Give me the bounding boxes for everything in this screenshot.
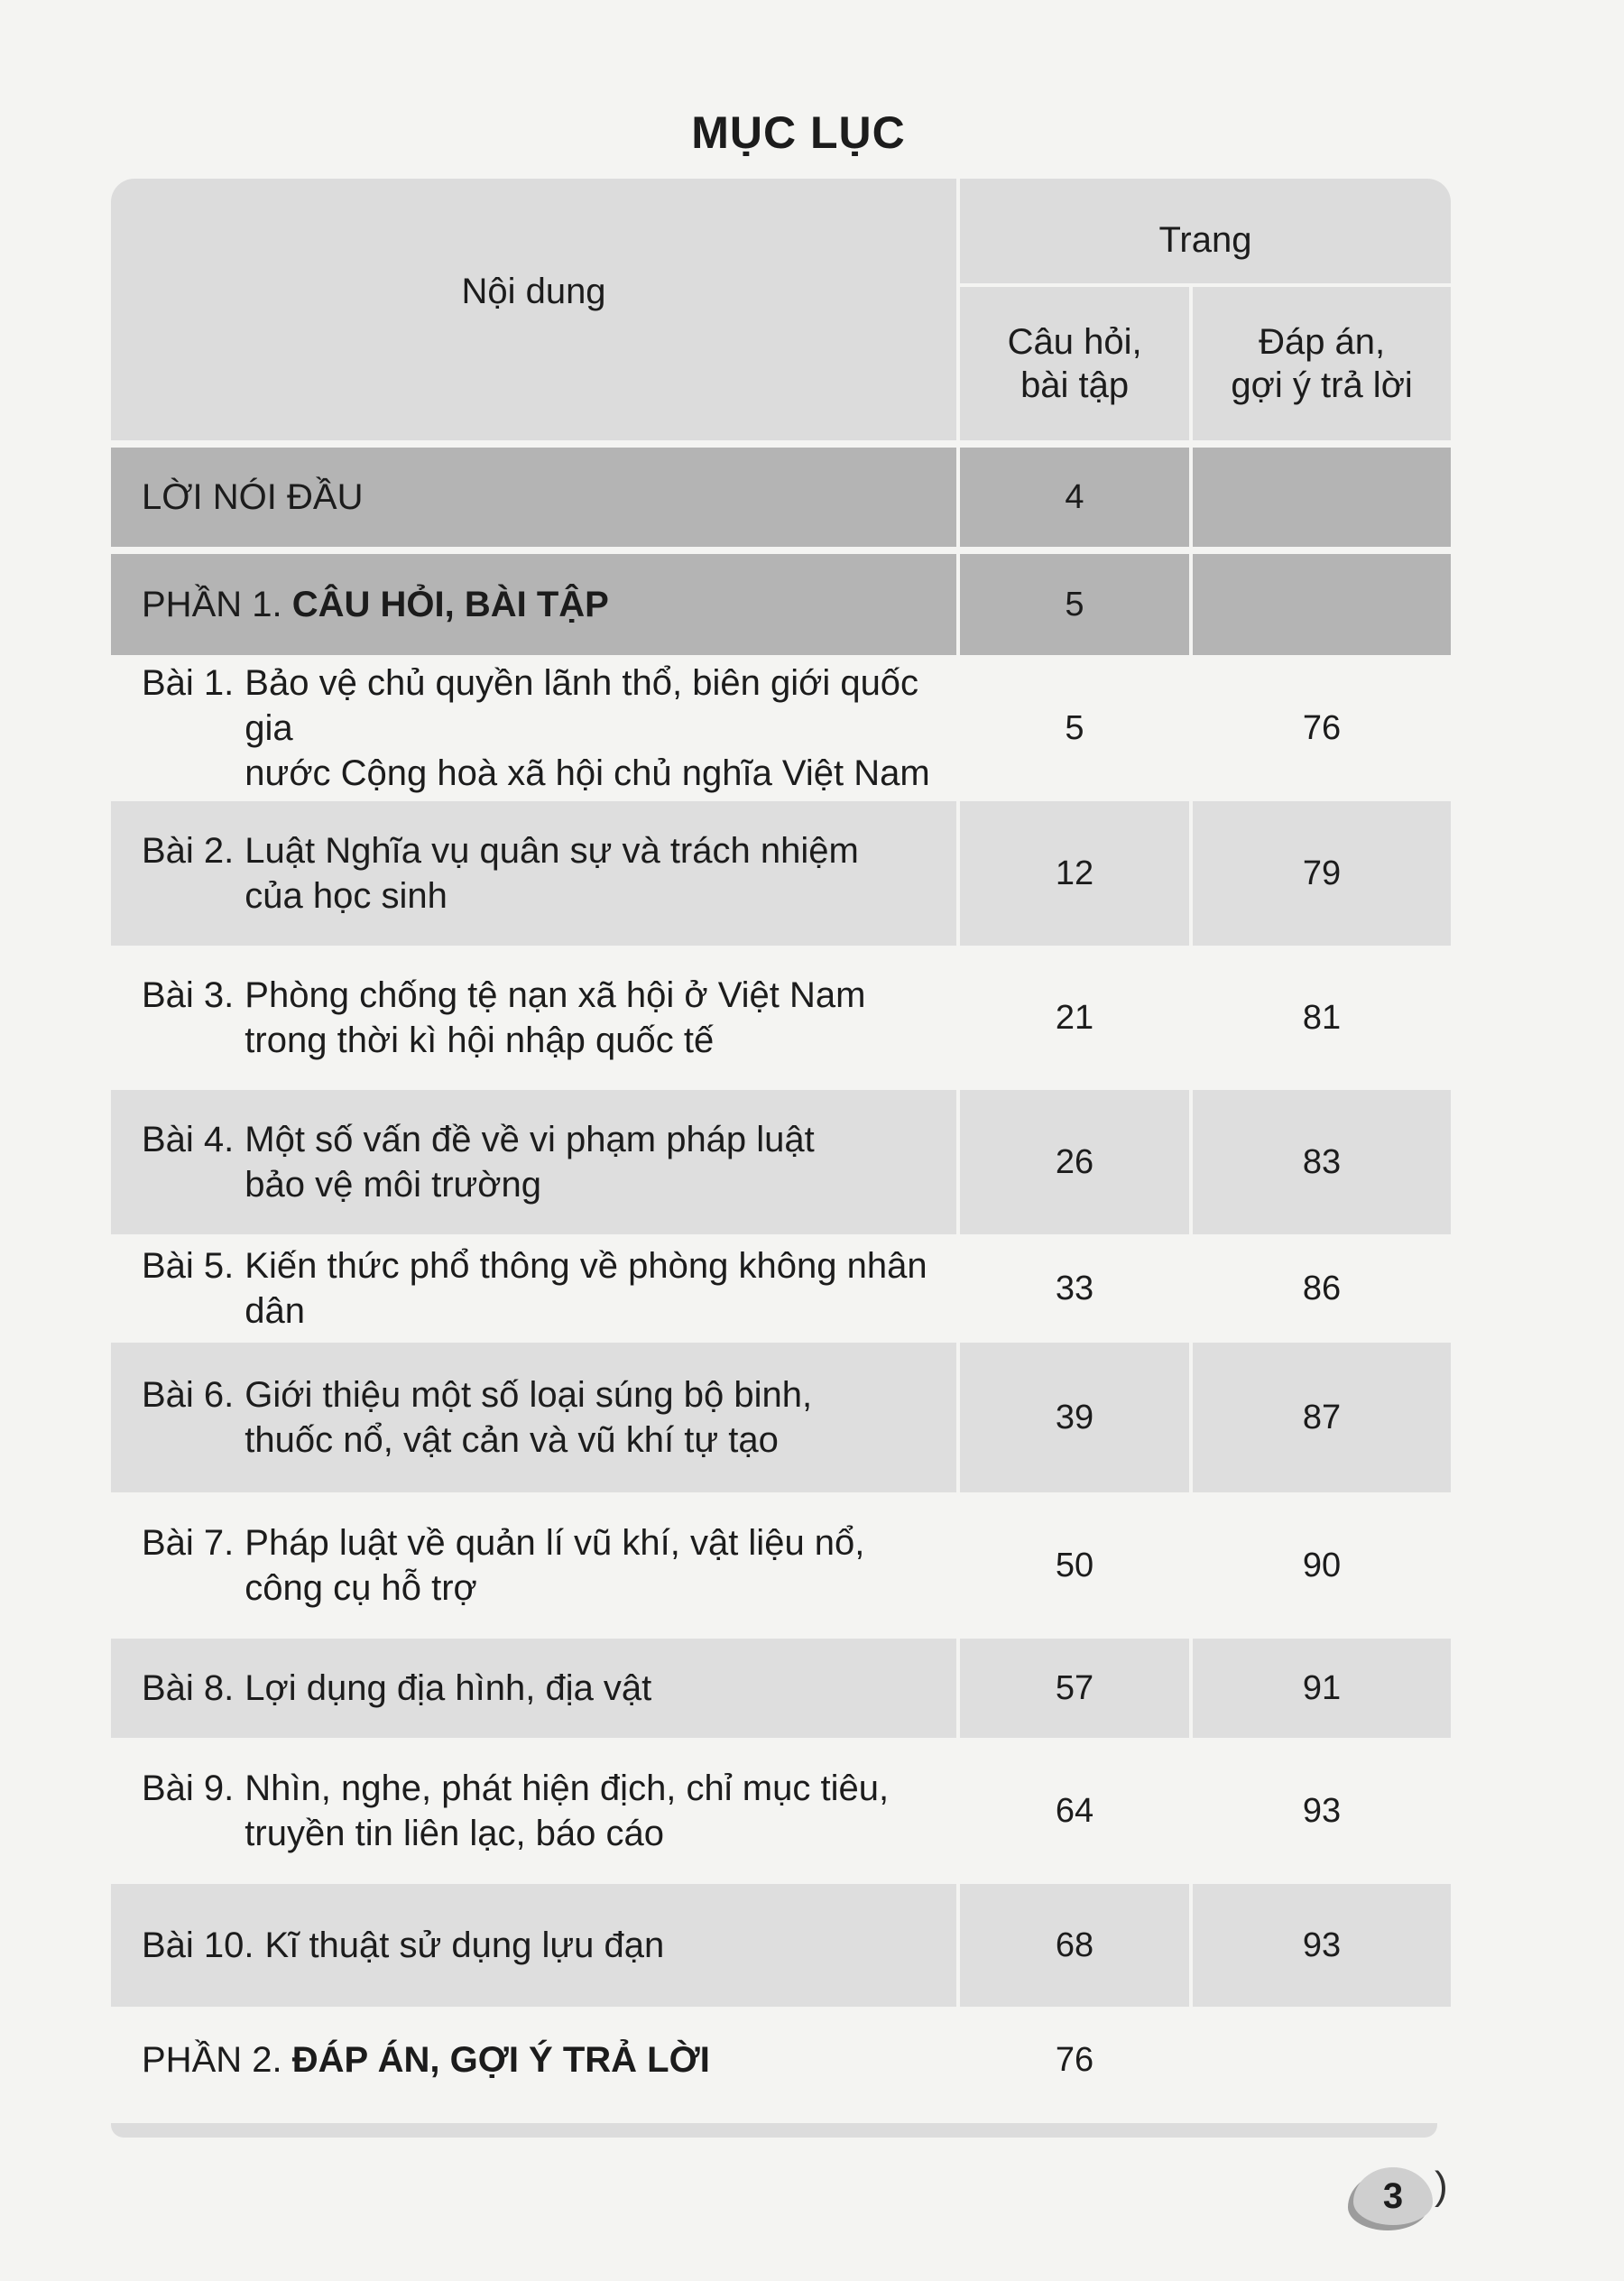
lesson-number: Bài 6. — [142, 1375, 235, 1415]
header-answers-line2: gợi ý trả lời — [1231, 365, 1413, 405]
page-title: MỤC LỤC — [691, 107, 906, 158]
lesson-number: Bài 2. — [142, 831, 235, 871]
page-curl-icon: ) — [1435, 2164, 1448, 2208]
table-row-part1 — [111, 554, 1451, 655]
row-question-page: 68 — [956, 1884, 1189, 2007]
lesson-number: Bài 4. — [142, 1120, 235, 1159]
part-title: CÂU HỎI, BÀI TẬP — [291, 584, 609, 624]
lesson-title-line2: thuốc nổ, vật cản và vũ khí tự tạo — [245, 1420, 779, 1460]
row-answer-page — [1189, 2007, 1451, 2113]
lesson-number: Bài 10. — [142, 1925, 254, 1965]
table-row-lesson-10 — [111, 1884, 1451, 2007]
row-question-page: 50 — [956, 1492, 1189, 1639]
row-answer-page: 76 — [1189, 655, 1451, 801]
lesson-title-line1: Giới thiệu một số loại súng bộ binh, — [245, 1375, 813, 1415]
lesson-title-line1: Phòng chống tệ nạn xã hội ở Việt Nam — [245, 975, 866, 1015]
table-row-lesson-1 — [111, 655, 1451, 801]
row-label — [111, 1090, 956, 1234]
row-question-page: 26 — [956, 1090, 1189, 1234]
row-question-page: 4 — [956, 448, 1189, 547]
lesson-title-line1: Kĩ thuật sử dụng lựu đạn — [264, 1925, 665, 1965]
row-label — [111, 1343, 956, 1492]
lesson-number: Bài 1. — [142, 663, 235, 703]
header-answers — [1189, 287, 1451, 440]
row-answer-page: 87 — [1189, 1343, 1451, 1492]
row-answer-page — [1189, 554, 1451, 655]
lesson-title-line1: Một số vấn đề về vi phạm pháp luật — [245, 1120, 815, 1159]
lesson-number: Bài 9. — [142, 1768, 235, 1808]
row-answer-page — [1189, 448, 1451, 547]
part-prefix: PHẦN 1. — [142, 584, 282, 624]
row-question-page: 57 — [956, 1639, 1189, 1738]
toc-table — [111, 179, 1451, 2113]
row-label — [111, 655, 956, 801]
header-page-group — [956, 179, 1451, 440]
table-row-lesson-9 — [111, 1738, 1451, 1884]
row-label — [111, 2007, 956, 2113]
row-question-page: 64 — [956, 1738, 1189, 1884]
row-question-page: 39 — [956, 1343, 1189, 1492]
header-answers-line1: Đáp án, — [1259, 322, 1386, 362]
table-row-lesson-3 — [111, 946, 1451, 1090]
header-content: Nội dung — [461, 271, 606, 311]
row-answer-page: 81 — [1189, 946, 1451, 1090]
row-label — [111, 946, 956, 1090]
table-row-lesson-5 — [111, 1234, 1451, 1343]
table-row-lesson-4 — [111, 1090, 1451, 1234]
lesson-title-line1: Lợi dụng địa hình, địa vật — [245, 1668, 652, 1708]
row-label — [111, 1639, 956, 1738]
lesson-title-line2: nước Cộng hoà xã hội chủ nghĩa Việt Nam — [245, 753, 930, 793]
row-question-page: 76 — [956, 2007, 1189, 2113]
lesson-title-line1: Luật Nghĩa vụ quân sự và trách nhiệm — [245, 831, 859, 871]
row-label — [111, 1492, 956, 1639]
table-row-preface — [111, 448, 1451, 547]
lesson-title-line1: Pháp luật về quản lí vũ khí, vật liệu nổ, — [245, 1523, 865, 1563]
lesson-title-line2: bảo vệ môi trường — [245, 1165, 542, 1205]
table-row-lesson-6 — [111, 1343, 1451, 1492]
lesson-number: Bài 8. — [142, 1668, 235, 1708]
row-answer-page: 93 — [1189, 1738, 1451, 1884]
row-question-page: 12 — [956, 801, 1189, 946]
lesson-title-line2: truyền tin liên lạc, báo cáo — [245, 1814, 665, 1853]
header-questions-line1: Câu hỏi, — [1007, 322, 1142, 362]
lesson-title-line1: Kiến thức phổ thông về phòng không nhân dân — [245, 1246, 927, 1331]
header-questions-line2: bài tập — [1020, 365, 1130, 405]
table-row-lesson-7 — [111, 1492, 1451, 1639]
row-answer-page: 86 — [1189, 1234, 1451, 1343]
header-page: Trang — [960, 179, 1451, 287]
table-header — [111, 179, 1451, 440]
row-question-page: 33 — [956, 1234, 1189, 1343]
lesson-title-line1: Bảo vệ chủ quyền lãnh thổ, biên giới quốc gia — [245, 663, 919, 748]
page-number: 3 — [1353, 2167, 1433, 2225]
part-title: ĐÁP ÁN, GỢI Ý TRẢ LỜI — [291, 2039, 710, 2080]
row-label — [111, 1234, 956, 1343]
lesson-title-line1: Nhìn, nghe, phát hiện địch, chỉ mục tiêu, — [245, 1768, 890, 1808]
table-row-lesson-2 — [111, 801, 1451, 946]
lesson-title-line2: của học sinh — [245, 876, 448, 916]
row-label — [111, 1884, 956, 2007]
row-answer-page: 83 — [1189, 1090, 1451, 1234]
table-row-lesson-8 — [111, 1639, 1451, 1738]
row-answer-page: 93 — [1189, 1884, 1451, 2007]
row-label — [111, 1738, 956, 1884]
header-questions — [960, 287, 1189, 440]
row-label — [111, 801, 956, 946]
lesson-title-line2: công cụ hỗ trợ — [245, 1568, 477, 1608]
row-question-page: 21 — [956, 946, 1189, 1090]
part-prefix: PHẦN 2. — [142, 2039, 282, 2080]
row-answer-page: 90 — [1189, 1492, 1451, 1639]
row-question-page: 5 — [956, 554, 1189, 655]
row-question-page: 5 — [956, 655, 1189, 801]
lesson-number: Bài 7. — [142, 1523, 235, 1563]
row-answer-page: 91 — [1189, 1639, 1451, 1738]
row-label — [111, 554, 956, 655]
lesson-number: Bài 5. — [142, 1246, 235, 1286]
lesson-title-line2: trong thời kì hội nhập quốc tế — [245, 1020, 715, 1060]
row-label: LỜI NÓI ĐẦU — [142, 476, 364, 517]
table-row-part2 — [111, 2007, 1451, 2113]
lesson-number: Bài 3. — [142, 975, 235, 1015]
table-bottom-bar — [111, 2123, 1437, 2138]
row-answer-page: 79 — [1189, 801, 1451, 946]
